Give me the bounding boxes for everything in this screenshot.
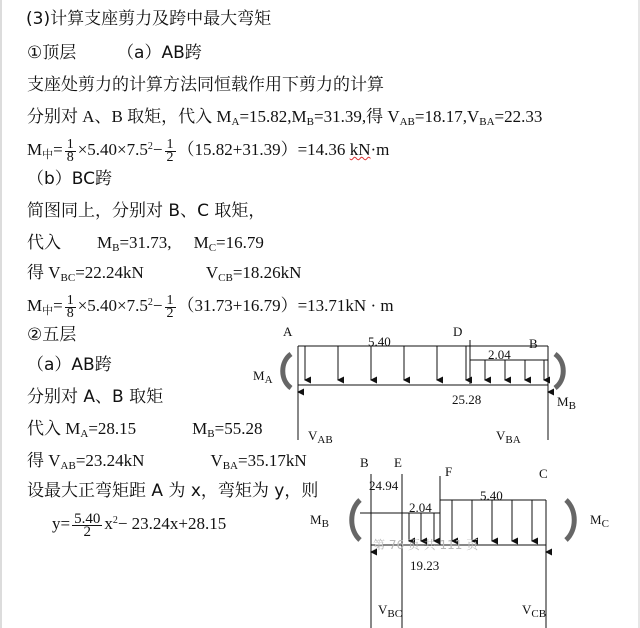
text-run: =16.79 — [216, 233, 264, 252]
numerator: 1 — [166, 136, 174, 152]
sub-run: C — [208, 242, 217, 254]
text-run: =31.39,得 V — [313, 107, 400, 126]
sub-run: B — [207, 428, 215, 440]
text-run: = — [53, 140, 63, 159]
diagram1-label-d: D — [453, 324, 463, 339]
denominator: 2 — [166, 149, 174, 165]
text-run: =55.28 — [214, 419, 263, 438]
top-bc-span: （b）BC跨 — [27, 169, 113, 189]
diagram1-bottom-value: 25.28 — [452, 392, 482, 407]
sup-run: 2 — [147, 141, 153, 152]
text-run: 代入 — [27, 233, 61, 253]
text-run: M — [310, 512, 322, 527]
sub-run: CB — [218, 272, 233, 284]
max-moment-set-line: 设最大正弯矩距 A 为 x，弯矩为 y，则 — [27, 481, 319, 501]
text-run: ·m — [370, 140, 390, 159]
numerator: 1 — [166, 292, 174, 308]
sub-run: BC — [60, 272, 76, 284]
text-run: =22.33 — [494, 107, 543, 126]
sub-run: BA — [505, 434, 521, 446]
text-run: x — [104, 514, 113, 533]
sub-run: A — [80, 428, 89, 440]
denominator: 2 — [83, 523, 91, 540]
sub-run: B — [568, 400, 576, 412]
sub-run: AB — [60, 460, 76, 472]
page-footer-watermark: 第 76 页 共 111 页 — [373, 538, 479, 552]
text-run: V — [378, 602, 388, 617]
fifth-note: 分别对 A、B 取矩 — [27, 387, 164, 407]
sub-run: B — [112, 242, 120, 254]
diagram1-shear-ba — [496, 428, 521, 446]
diagram2-label-e: E — [394, 455, 402, 470]
diagram2-moment-c — [590, 512, 609, 530]
text-run: y= — [52, 514, 71, 533]
text-run: =23.24kN — [75, 451, 145, 470]
diagram1-label-b: B — [529, 336, 538, 351]
sup-run: 2 — [147, 297, 153, 308]
numerator: 1 — [66, 136, 74, 152]
diagram2-shear-bc — [378, 602, 402, 620]
diagram2-shear-cb — [522, 602, 546, 620]
diagram2-label-b: B — [360, 455, 369, 470]
sub-run: A — [231, 116, 240, 128]
shear-note: 支座处剪力的计算方法同恒载作用下剪力的计算 — [27, 75, 384, 95]
text-run: =28.15 — [88, 419, 137, 438]
unit-kn: kN — [349, 140, 371, 159]
sub-run: A — [264, 374, 273, 386]
sub-run: BA — [479, 116, 495, 128]
text-run: = — [53, 296, 63, 315]
text-run: =35.17kN — [238, 451, 307, 470]
text-run: =15.82,M — [239, 107, 307, 126]
diagram1-moment-a — [253, 368, 273, 386]
diagram2-label-f: F — [445, 464, 453, 479]
text-run: M — [27, 296, 43, 315]
diagram2-label-c: C — [539, 466, 548, 481]
fifth-ab-span: （a）AB跨 — [27, 355, 112, 375]
text-run: =22.24kN — [75, 263, 144, 282]
diagram2-load-2: 5.40 — [480, 488, 503, 503]
text-run: M — [193, 233, 209, 252]
text-run: V — [308, 428, 318, 443]
sub-run: B — [321, 518, 329, 530]
sub-run: B — [306, 116, 314, 128]
sub-run: BA — [222, 460, 238, 472]
denominator: 8 — [66, 149, 74, 165]
text-run: M — [590, 512, 602, 527]
text-run: （15.82+31.39）=14.36 — [177, 140, 350, 159]
sup-run: 2 — [112, 515, 118, 526]
text-run: − 23.24x+28.15 — [117, 514, 227, 533]
fifth-floor-title: ②五层 — [27, 325, 77, 345]
text-run: =31.73, — [119, 233, 172, 252]
top-floor-label: ①顶层 — [27, 43, 77, 63]
text-run: ×5.40×7.5 — [77, 296, 148, 315]
denominator: 8 — [66, 305, 74, 321]
sub-run: AB — [317, 434, 333, 446]
text-run: V — [210, 451, 223, 470]
text-run: V — [496, 428, 506, 443]
text-run: V — [205, 263, 219, 282]
text-run: M — [557, 394, 569, 409]
text-run: V — [522, 602, 532, 617]
diagram1-moment-b — [557, 394, 576, 412]
text-run: M — [27, 140, 43, 159]
diagram2-bottom-value: 19.23 — [410, 558, 440, 573]
text-run: M — [192, 419, 208, 438]
text-run: 得 V — [27, 451, 61, 470]
text-run: =18.17,V — [414, 107, 480, 126]
text-run: 得 V — [27, 263, 61, 282]
text-run: 分别对 A、B 取矩，代入 M — [27, 107, 232, 126]
numerator: 5.40 — [74, 510, 101, 527]
text-run: − — [152, 140, 163, 159]
top-floor-ab-span: （a）AB跨 — [117, 43, 202, 63]
text-run: （31.73+16.79）=13.71kN · m — [177, 296, 394, 315]
denominator: 2 — [166, 305, 174, 321]
diagram1-load-2: 2.04 — [488, 347, 511, 362]
numerator: 1 — [66, 292, 74, 308]
diagram2-left-value: 24.94 — [369, 478, 399, 493]
diagram2-load-1: 2.04 — [409, 500, 432, 515]
text-run: ×5.40×7.5 — [77, 140, 148, 159]
sub-run: 中 — [42, 305, 54, 317]
bc-note: 简图同上，分别对 B、C 取矩， — [27, 201, 266, 221]
text-run: M — [97, 233, 113, 252]
sub-run: BC — [387, 608, 403, 620]
diagram1-load-1: 5.40 — [368, 334, 391, 349]
sub-run: CB — [531, 608, 547, 620]
diagram1-shear-ab — [308, 428, 333, 446]
sub-run: C — [601, 518, 609, 530]
sub-run: 中 — [42, 149, 54, 161]
diagram2-moment-b — [310, 512, 329, 530]
diagram-1 — [283, 340, 564, 440]
text-run: 代入 M — [27, 419, 81, 438]
text-run: − — [152, 296, 163, 315]
text-run: =18.26kN — [232, 263, 302, 282]
text-run: M — [253, 368, 265, 383]
diagram1-label-a: A — [283, 324, 293, 339]
sub-run: AB — [399, 116, 415, 128]
section-heading: (3)计算支座剪力及跨中最大弯矩 — [26, 9, 272, 29]
